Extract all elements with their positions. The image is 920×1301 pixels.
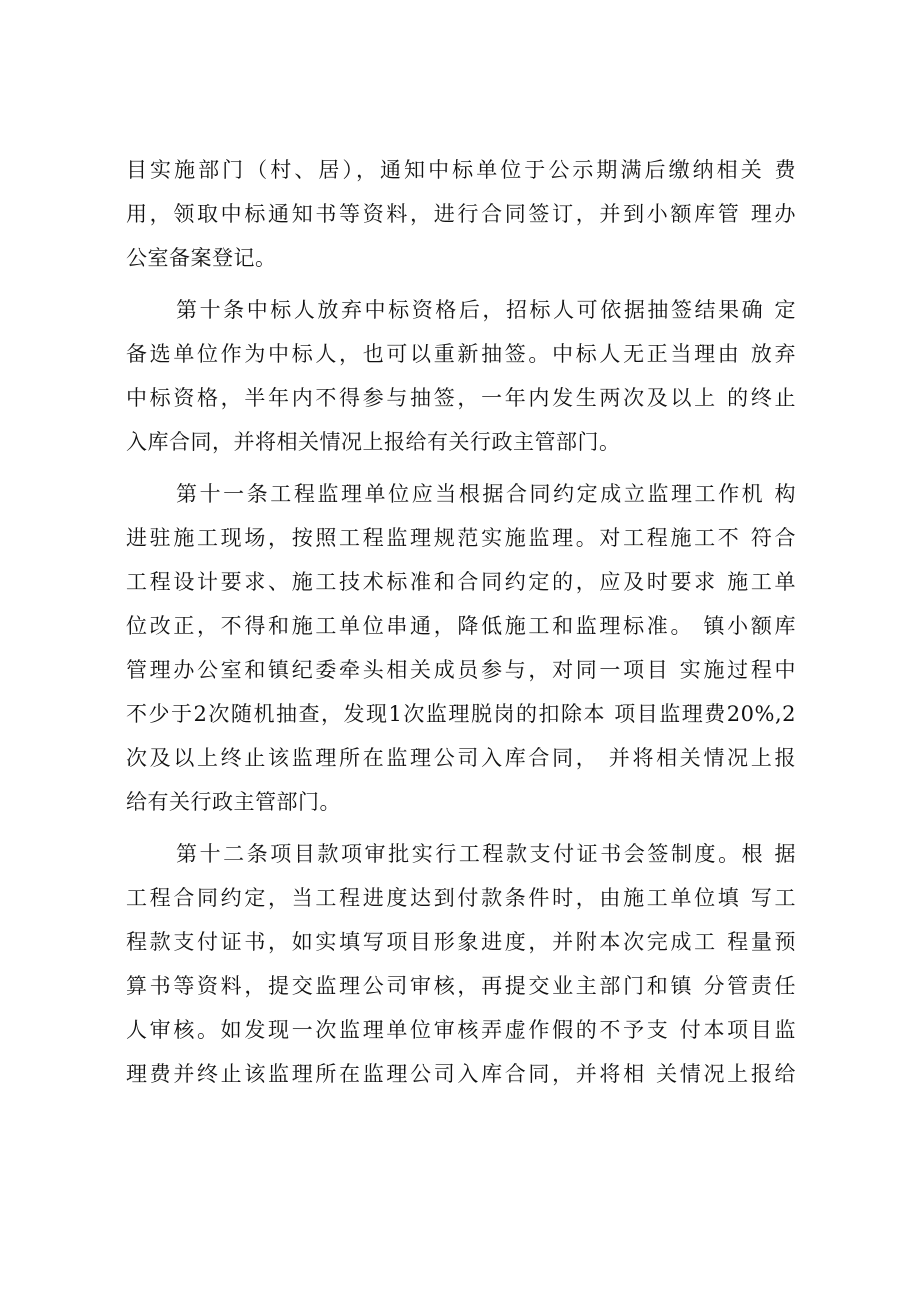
text-line: 进驻施工现场，按照工程监理规范实施监理。对工程施工不 符合 [126, 526, 796, 550]
text-line: 用，领取中标通知书等资料，进行合同签订，并到小额库管 理办 [126, 202, 796, 226]
text-line: 次及以上终止该监理所在监理公司入库合同， 并将相关情况上报 [126, 746, 796, 770]
text-line: 程款支付证书，如实填写项目形象进度，并附本次完成工 程量预 [126, 930, 796, 954]
text-line: 给有关行政主管部门。 [126, 790, 341, 814]
text-line: 公室备案登记。 [126, 246, 277, 270]
text-line: 人审核。如发现一次监理单位审核弄虚作假的不予支 付本项目监 [126, 1018, 796, 1042]
text-line: 工程合同约定，当工程进度达到付款条件时，由施工单位填 写工 [126, 886, 796, 910]
text-line: 位改正，不得和施工单位串通，降低施工和监理标准。 镇小额库 [126, 614, 796, 638]
paragraph-article-10 [126, 288, 796, 464]
text-line: 管理办公室和镇纪委牵头相关成员参与，对同一项目 实施过程中 [126, 658, 796, 682]
text-line: 理费并终止该监理所在监理公司入库合同，并将相 关情况上报给 [126, 1062, 796, 1086]
text-line: 工程设计要求、施工技术标准和合同约定的，应及时要求 施工单 [126, 570, 796, 594]
text-line: 备选单位作为中标人，也可以重新抽签。中标人无正当理由 放弃 [126, 342, 796, 366]
text-line: 不少于2次随机抽查，发现1次监理脱岗的扣除本 项目监理费20%,2 [126, 702, 796, 726]
paragraph-1 [126, 148, 796, 280]
text-line: 第十二条项目款项审批实行工程款支付证书会签制度。根 据 [176, 842, 796, 866]
text-line: 中标资格，半年内不得参与抽签，一年内发生两次及以上 的终止 [126, 386, 796, 410]
text-line: 入库合同，并将相关情况上报给有关行政主管部门。 [126, 430, 621, 454]
text-line: 算书等资料，提交监理公司审核，再提交业主部门和镇 分管责任 [126, 974, 796, 998]
text-line: 第十条中标人放弃中标资格后，招标人可依据抽签结果确 定 [176, 298, 796, 322]
paragraph-article-12 [126, 832, 796, 1096]
paragraph-article-11 [126, 472, 796, 824]
text-line: 第十一条工程监理单位应当根据合同约定成立监理工作机 构 [176, 482, 796, 506]
text-line: 目实施部门（村、居），通知中标单位于公示期满后缴纳相关 费 [126, 158, 796, 182]
